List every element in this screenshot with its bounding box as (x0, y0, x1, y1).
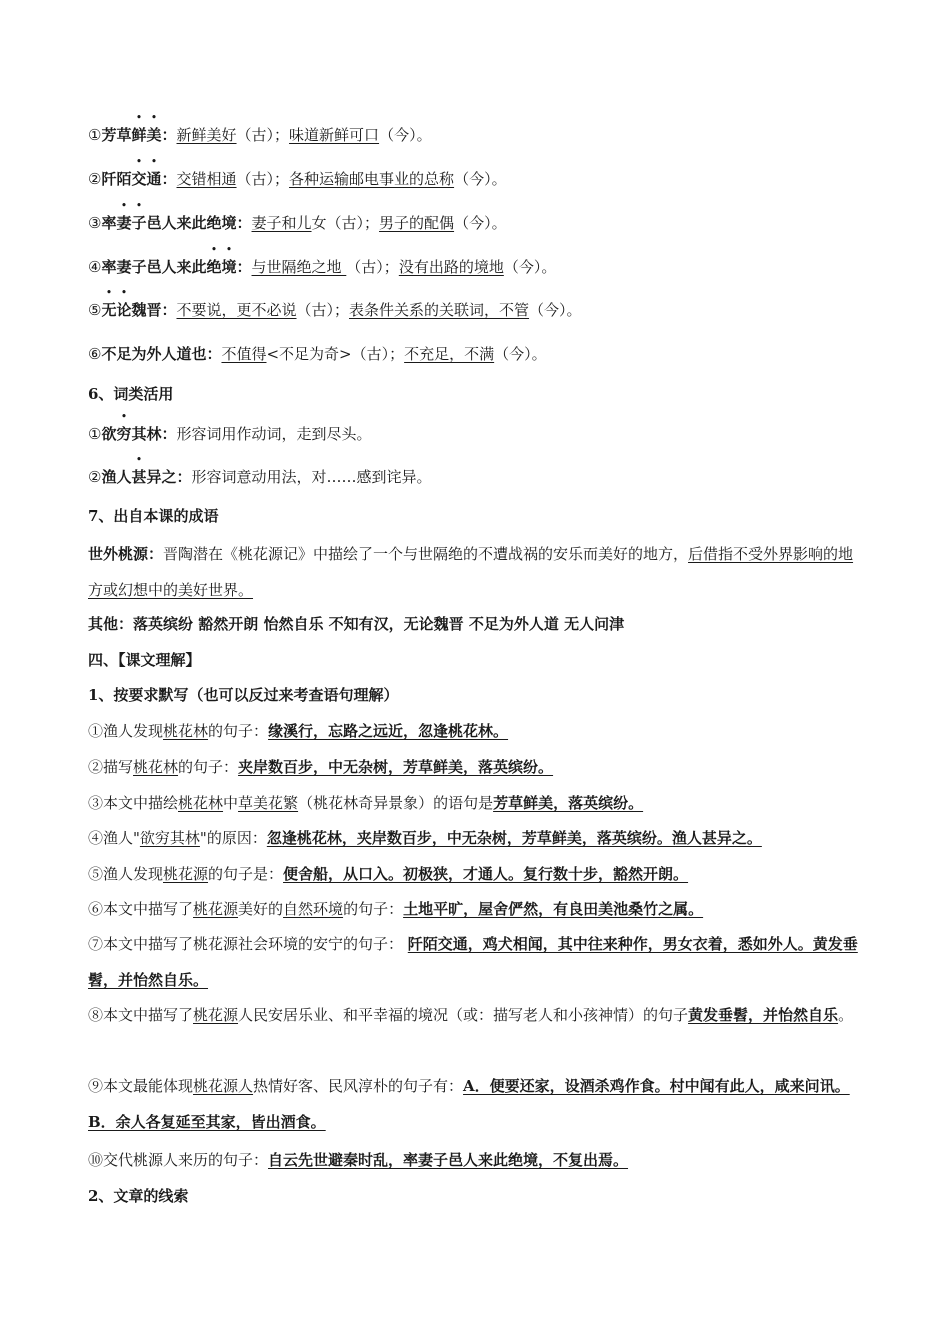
ancient-tag: <不足为奇>（古）； (266, 345, 405, 363)
phrase-part: 阡陌 (101, 170, 132, 188)
item-number: ① (88, 425, 102, 443)
modern-meaning: 表条件关系的关联词，不管 (349, 301, 530, 319)
question-9 (88, 1068, 868, 1140)
answer: 夹岸数百步，中无杂树，芳草鲜美，落英缤纷。 (238, 758, 554, 776)
dotted-char: 交 (131, 170, 147, 188)
other-idioms: 其他：落英缤纷 豁然开朗 怡然自乐 不知有汉，无论魏晋 不足为外人道 无人问津 (88, 615, 625, 633)
dotted-char: 美 (146, 126, 162, 144)
keyword: 桃花源 (163, 865, 209, 883)
phrase-part: 渔人 (101, 468, 132, 486)
modern-tag: （今）。 (454, 170, 507, 188)
question-text: 的句子： (343, 900, 404, 918)
dotted-char: 境 (221, 258, 237, 276)
dotted-char: 通 (146, 170, 162, 188)
vocab-item-1 (88, 125, 868, 145)
question-text: 美好的 (238, 900, 284, 918)
answer: 自云先世避秦时乱，率妻子邑人来此绝境，不复出焉。 (268, 1151, 629, 1169)
modern-tag: （今）。 (494, 345, 547, 363)
keyword: 桃花林 (178, 794, 224, 812)
keyword: 草美花繁 (238, 794, 299, 812)
keyword: 欲穷其林 (139, 829, 200, 847)
question-5 (88, 864, 868, 884)
subheading-recitation: 1、按要求默写（也可以反过来考查语句理解） (88, 686, 399, 704)
question-3 (88, 793, 868, 813)
phrase-part: 邑人来此绝境： (146, 214, 252, 232)
vocab-item-6 (88, 344, 868, 364)
vocab-item-5 (88, 300, 868, 320)
answer: 黄发垂髫，并怡然自乐 (688, 1006, 839, 1024)
question-10 (88, 1150, 868, 1170)
item-number: ④ (88, 258, 102, 276)
ancient-tag: 女（古）； (311, 214, 380, 232)
usage-explanation: 形容词意动用法，对……感到诧异。 (191, 468, 432, 486)
modern-meaning: 味道新鲜可口 (289, 126, 380, 144)
question-text: ⑩交代桃源人来历的句子： (88, 1151, 269, 1169)
dotted-char: 穷 (116, 425, 132, 443)
answer: 土地平旷，屋舍俨然，有良田美池桑竹之属。 (403, 900, 704, 918)
modern-meaning: 没有出路的境地 (398, 258, 504, 276)
item-number: ⑤ (88, 301, 102, 319)
dotted-char: 子 (131, 214, 147, 232)
phrase-part: 魏晋： (131, 301, 177, 319)
question-text: 的句子是： (208, 865, 284, 883)
word-usage-item-2 (88, 467, 868, 487)
question-text: ⑨本文最能体现 (88, 1077, 194, 1095)
question-text: （桃花林奇异景象）的语句是 (298, 794, 494, 812)
dotted-char: 甚 (131, 468, 147, 486)
keyword: 桃花源 (193, 900, 239, 918)
answer: 芳草鲜美，落英缤纷。 (493, 794, 644, 812)
phrase-part: 率 (101, 214, 117, 232)
modern-tag: （今）。 (454, 214, 507, 232)
item-number: ① (88, 126, 102, 144)
answer: A．便要还家，设酒杀鸡作食。村中闻有此人，咸来问讯。B．余人各复延至其家，皆出酒食。 (88, 1077, 850, 1131)
modern-meaning: 各种运输邮电事业的总称 (289, 170, 455, 188)
subheading-clue: 2、文章的线索 (88, 1187, 189, 1205)
dotted-char: 妻 (116, 214, 132, 232)
ancient-tag: （古）； (236, 170, 290, 188)
question-text: 的句子： (208, 722, 269, 740)
idiom-paragraph (88, 536, 868, 608)
keyword: 桃花林 (163, 722, 209, 740)
question-text: 热情好客、民风淳朴的句子有： (253, 1077, 464, 1095)
question-2 (88, 757, 868, 777)
keyword: 桃花林 (133, 758, 179, 776)
question-text: ①渔人发现 (88, 722, 164, 740)
question-text: ⑧本文中描写了 (88, 1006, 194, 1024)
ancient-meaning: 不值得 (221, 345, 267, 363)
dotted-char: 绝 (206, 258, 222, 276)
dotted-char: 无 (101, 301, 117, 319)
question-text: 人民安居乐业、和平幸福的境况（或：描写老人和小孩神情）的句子 (238, 1006, 689, 1024)
item-number: ③ (88, 214, 102, 232)
answer: 缘溪行，忘路之远近，忽逢桃花林。 (268, 722, 509, 740)
word-usage-item-1 (88, 424, 868, 444)
item-number: ⑥ (88, 345, 102, 363)
question-4 (88, 828, 868, 848)
section-heading-word-usage: 6、词类活用 (88, 385, 174, 403)
phrase-part: 异之： (146, 468, 192, 486)
question-text: ③本文中描绘 (88, 794, 179, 812)
question-text: ⑦本文中描写了桃花源社会环境的安宁的句子： (88, 935, 408, 953)
ancient-meaning: 妻子和儿 (251, 214, 312, 232)
question-text: "的原因： (199, 829, 267, 847)
keyword: 自然环境 (283, 900, 344, 918)
dotted-char: 论 (116, 301, 132, 319)
answer: 阡陌交通，鸡犬相闻，其中往来种作，男女衣着，悉如外人。黄发垂髫，并怡然自乐。 (88, 935, 858, 989)
dotted-char: 鲜 (131, 126, 147, 144)
phrase-part: 欲 (101, 425, 117, 443)
vocab-item-4 (88, 257, 868, 277)
item-number: ② (88, 468, 102, 486)
ancient-meaning: 不要说，更不必说 (176, 301, 297, 319)
section-heading-idioms: 7、出自本课的成语 (88, 507, 219, 525)
idiom-extended-meaning: 后借指不受外界影响的地方或幻想中的美好世界。 (88, 545, 854, 599)
phrase-part: ： (161, 170, 177, 188)
question-text: 的句子： (178, 758, 239, 776)
section-heading-text-understanding: 四、【课文理解】 (88, 651, 201, 669)
question-6 (88, 899, 868, 919)
question-text: 中 (223, 794, 239, 812)
phrase-part: 芳草 (101, 126, 132, 144)
ancient-tag: （古）； (236, 126, 290, 144)
question-text: ⑤渔人发现 (88, 865, 164, 883)
ancient-meaning: 交错相通 (176, 170, 237, 188)
question-text: ⑥本文中描写了 (88, 900, 194, 918)
keyword: 桃花源人 (193, 1077, 254, 1095)
modern-tag: （今）。 (379, 126, 432, 144)
question-text: ②描写 (88, 758, 134, 776)
phrase-part: ： (161, 126, 177, 144)
item-number: ② (88, 170, 102, 188)
usage-explanation: 形容词用作动词，走到尽头。 (176, 425, 372, 443)
question-8 (88, 997, 868, 1033)
ancient-meaning: 与世隔绝之地 (251, 258, 347, 276)
ancient-meaning: 新鲜美好 (176, 126, 237, 144)
modern-tag: （今）。 (503, 258, 557, 276)
ancient-tag: （古）； (346, 258, 399, 276)
idiom-label: 世外桃源： (88, 545, 164, 563)
question-1 (88, 721, 868, 741)
vocab-item-2 (88, 169, 868, 189)
modern-meaning: 不充足，不满 (404, 345, 495, 363)
phrase-part: ： (236, 258, 252, 276)
question-text: 。 (838, 1006, 854, 1024)
answer: 忽逢桃花林，夹岸数百步，中无杂树，芳草鲜美，落英缤纷。渔人甚异之。 (266, 829, 762, 847)
question-text: ④渔人" (88, 829, 140, 847)
question-7 (88, 926, 868, 998)
phrase-part: 率妻子邑人来此 (101, 258, 207, 276)
keyword: 桃花源 (193, 1006, 239, 1024)
modern-tag: （今）。 (529, 301, 582, 319)
phrase-part: 其林： (131, 425, 177, 443)
vocab-item-3 (88, 213, 868, 233)
idiom-definition: 晋陶潜在《桃花源记》中描绘了一个与世隔绝的不遭战祸的安乐而美好的地方， (163, 545, 689, 563)
ancient-tag: （古）； (296, 301, 350, 319)
answer: 便舍船，从口入。初极狭，才通人。复行数十步，豁然开朗。 (283, 865, 689, 883)
phrase-part: 不足为外人道也： (101, 345, 222, 363)
modern-meaning: 男子的配偶 (379, 214, 455, 232)
